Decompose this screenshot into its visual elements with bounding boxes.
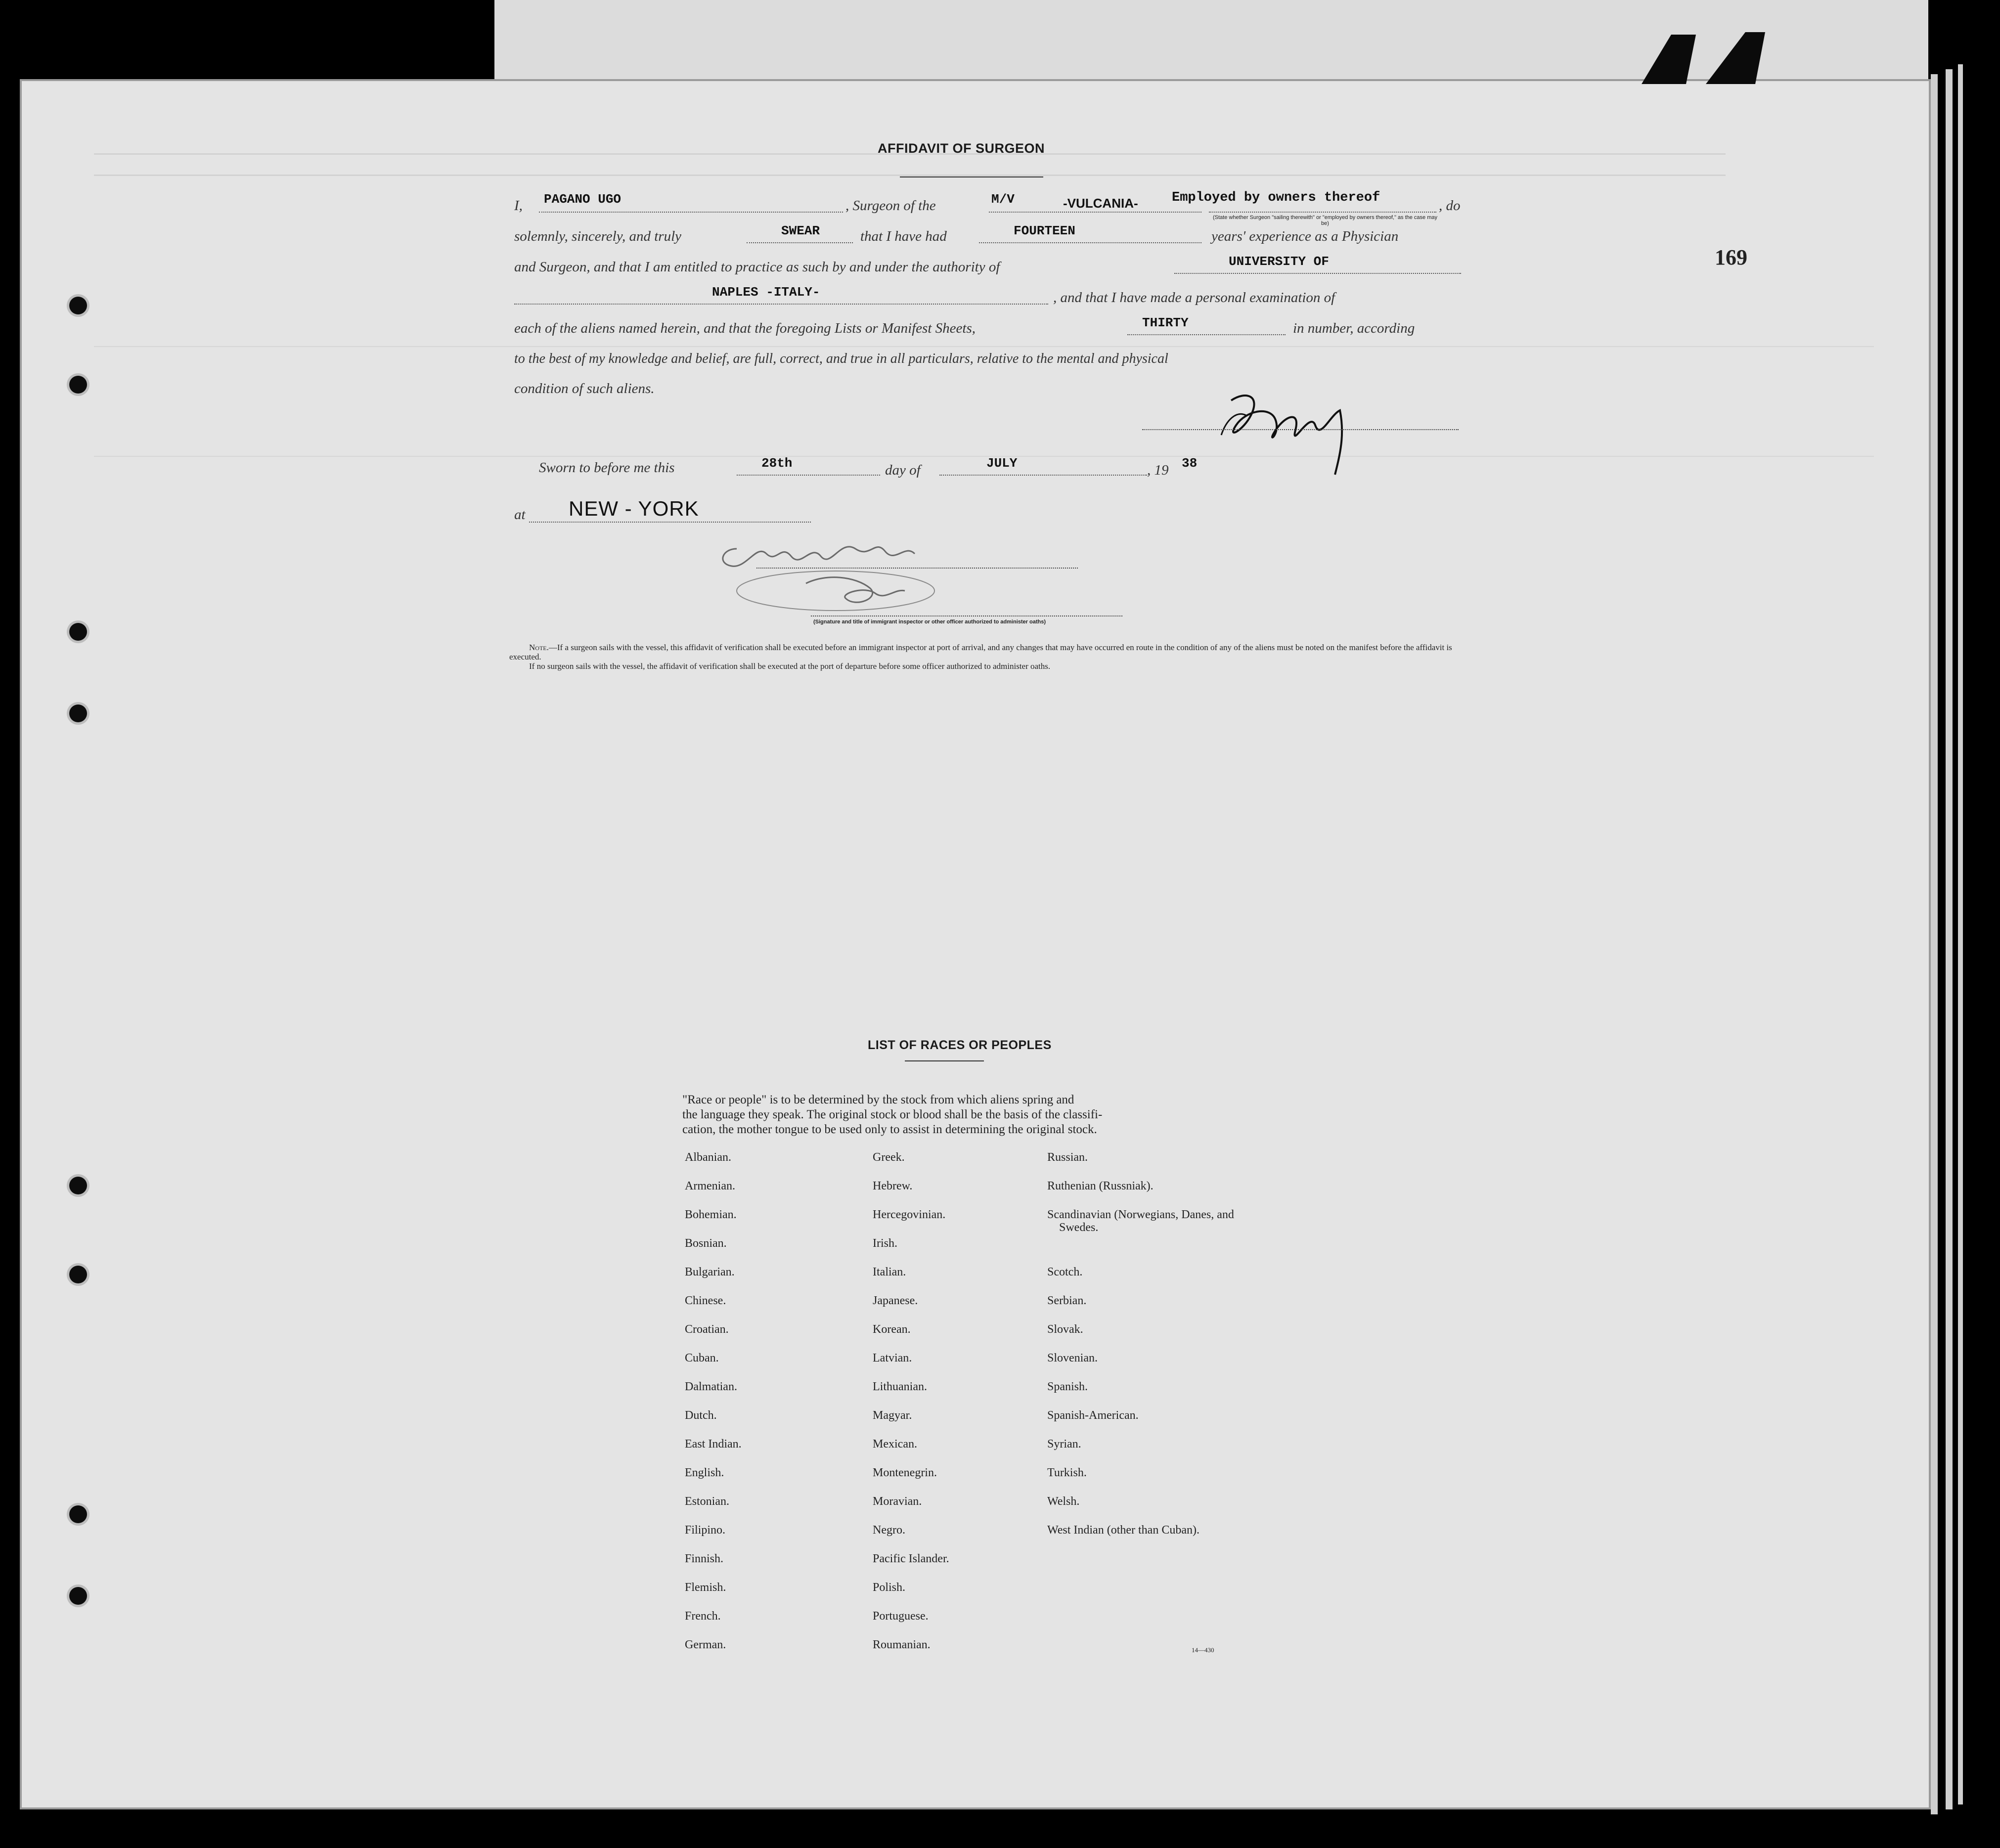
page-edge [1931,74,1938,1814]
sworn-month: JULY [986,456,1018,471]
location-stamp: NEW - YORK [569,497,699,520]
binder-hole [69,623,87,641]
fill-line [1209,212,1436,213]
document-sheet [20,79,1931,1809]
sworn-year: 38 [1182,456,1198,471]
race-item: Chinese. [685,1294,726,1307]
label-at: at [514,507,526,523]
race-item: Cuban. [685,1352,719,1364]
vessel-prefix: M/V [991,192,1015,207]
fill-line [737,475,880,476]
race-item: Lithuanian. [873,1380,927,1393]
race-item: Albanian. [685,1151,731,1164]
race-item: Turkish. [1047,1466,1087,1479]
race-item: Mexican. [873,1438,917,1451]
note-text-1: —If a surgeon sails with the vessel, this affidavit of verification shall be executed before an immigrant inspector at port of arrival, and any changes that may have occurred en route in the condition of any of the aliens must be noted on the manifest before the affidavit is executed. [509,643,1452,661]
binder-hole [69,704,87,722]
race-item: Ruthenian (Russniak). [1047,1180,1154,1192]
race-item: Hebrew. [873,1180,913,1192]
note-label: Note. [529,643,549,652]
note-paragraph-1 [509,643,1459,661]
races-heading-rule [905,1060,984,1061]
race-item: Latvian. [873,1352,912,1364]
sworn-day: 28th [761,456,793,471]
label-solemnly: solemnly, sincerely, and truly [514,228,682,244]
surgeon-name: PAGANO UGO [544,192,622,207]
race-item: Portuguese. [873,1610,929,1623]
race-item: Polish. [873,1581,906,1594]
page-edge [1958,64,1963,1804]
race-item: Filipino. [685,1524,726,1537]
race-item: Italian. [873,1266,906,1278]
race-item: Estonian. [685,1495,729,1508]
fill-line [1127,334,1286,335]
race-item: Croatian. [685,1323,729,1336]
race-item: Flemish. [685,1581,726,1594]
binder-hole [69,1266,87,1283]
label-day-of: day of [885,462,921,478]
race-item: Scotch. [1047,1266,1083,1278]
race-item: East Indian. [685,1438,742,1451]
race-item: Roumanian. [873,1638,931,1651]
authority-line-1: UNIVERSITY OF [1229,254,1329,269]
fill-line [939,475,1147,476]
race-item: Bosnian. [685,1237,727,1250]
affidavit-heading: AFFIDAVIT OF SURGEON [878,141,1045,156]
inspector-signature [707,529,1014,628]
binder-hole [69,1505,87,1523]
signature-line [1142,429,1459,430]
fill-line [539,212,843,213]
fill-line [747,242,853,243]
race-item: Moravian. [873,1495,922,1508]
race-item: Greek. [873,1151,905,1164]
race-item: Dalmatian. [685,1380,737,1393]
vessel-name: -VULCANIA- [1063,196,1138,211]
label-do: , do [1439,198,1461,214]
race-item: Bohemian. [685,1208,737,1221]
race-item: Scandinavian (Norwegians, Danes, and Swedes. [1047,1208,1234,1234]
races-intro-line-2: the language they speak. The original stock or blood shall be the basis of the classifi- [682,1108,1103,1121]
race-item: Magyar. [873,1409,912,1422]
races-heading: LIST OF RACES OR PEOPLES [868,1038,1052,1052]
race-item: West Indian (other than Cuban). [1047,1524,1200,1537]
race-item: Dutch. [685,1409,717,1422]
race-item: Korean. [873,1323,911,1336]
race-item: Montenegrin. [873,1466,937,1479]
label-in-number: in number, according [1293,320,1415,336]
label-surgeon-of-the: , Surgeon of the [845,198,936,214]
binder-hole [69,1587,87,1605]
fill-line [529,522,811,523]
fill-line [979,242,1201,243]
race-item: Negro. [873,1524,905,1537]
race-item: Spanish. [1047,1380,1088,1393]
surgeon-signature [1216,381,1375,480]
binder-hole [69,297,87,314]
fill-line [1174,273,1461,274]
race-item: Slovenian. [1047,1352,1098,1364]
label-sworn: Sworn to before me this [539,460,675,476]
label-each-of-aliens: each of the aliens named herein, and that the foregoing Lists or Manifest Sheets, [514,320,976,336]
years-experience: FOURTEEN [1014,223,1075,238]
race-item: Hercegovinian. [873,1208,946,1221]
binder-hole [69,1177,87,1194]
label-i: I, [514,198,523,214]
race-item: Syrian. [1047,1438,1081,1451]
race-item: Russian. [1047,1151,1088,1164]
label-have-had: that I have had [860,228,947,244]
label-years-experience: years' experience as a Physician [1211,228,1399,244]
race-item: Armenian. [685,1180,735,1192]
race-item: Serbian. [1047,1294,1087,1307]
oath-type: SWEAR [781,223,820,238]
race-item: English. [685,1466,724,1479]
show-through-band [94,153,1726,176]
races-intro-line-1: "Race or people" is to be determined by the stock from which aliens spring and [682,1093,1074,1106]
page-number: 169 [1715,245,1747,269]
employment-instruction: (State whether Surgeon "sailing therewith" or "employed by owners thereof," as the case may be) [1212,215,1438,226]
fill-line [514,304,1048,305]
signature-line [756,568,1078,569]
label-year-prefix: , 19 [1147,462,1169,478]
race-item: Welsh. [1047,1495,1080,1508]
heading-rule [900,176,1043,177]
label-condition: condition of such aliens. [514,381,655,396]
race-item: Pacific Islander. [873,1552,949,1565]
races-intro-line-3: cation, the mother tongue to be used only to assist in determining the original stock. [682,1123,1097,1136]
fill-line [989,212,1201,213]
race-item: French. [685,1610,721,1623]
authority-line-2: NAPLES -ITALY- [712,285,820,300]
form-number: 14—430 [1192,1646,1214,1654]
folder-tab [1632,30,1859,84]
race-item: German. [685,1638,726,1651]
label-and-surgeon: and Surgeon, and that I am entitled to practice as such by and under the authority of [514,259,1000,275]
race-item: Japanese. [873,1294,918,1307]
note-paragraph-2: If no surgeon sails with the vessel, the affidavit of verification shall be executed at the port of departure before some officer authorized to administer oaths. [529,661,1051,671]
race-item: Spanish-American. [1047,1409,1139,1422]
race-item: Slovak. [1047,1323,1083,1336]
race-item: Bulgarian. [685,1266,735,1278]
sheet-count: THIRTY [1142,315,1189,330]
signature-caption: (Signature and title of immigrant inspector or other officer authorized to administer oaths) [813,619,1046,625]
race-item: Irish. [873,1237,897,1250]
employment-status: Employed by owners thereof [1172,190,1380,205]
page-edge [1946,69,1953,1809]
race-item: Finnish. [685,1552,724,1565]
binder-hole [69,376,87,394]
label-examination: , and that I have made a personal examination of [1053,290,1335,306]
label-to-the-best: to the best of my knowledge and belief, are full, correct, and true in all particulars, relative to the mental and physical [514,351,1168,366]
